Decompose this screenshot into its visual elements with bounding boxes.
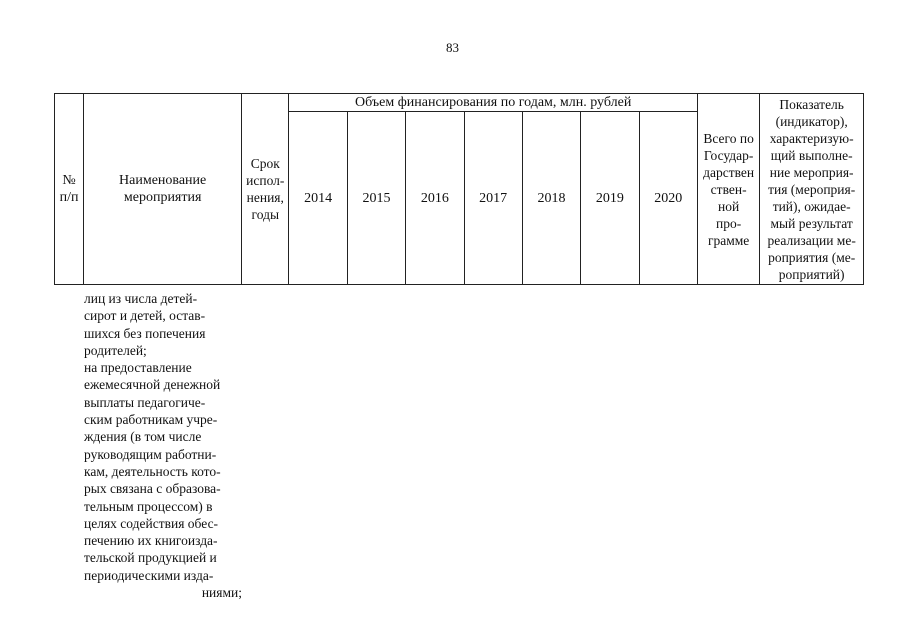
- text-line: кам, деятельность кото-: [84, 463, 221, 479]
- header-year: 2018: [522, 112, 580, 285]
- page-number: 83: [446, 40, 459, 55]
- text-line: тельской продукцией и: [84, 550, 217, 566]
- text-line: ждения (в том числе: [84, 429, 202, 445]
- header-execution-term: Срок испол- нения, годы: [242, 94, 289, 285]
- text-line: ским работникам учре-: [84, 412, 218, 428]
- header-financing-by-years: Объем финансирования по годам, млн. рублей: [289, 94, 698, 112]
- header-activity-name: Наименование мероприятия: [84, 94, 242, 285]
- text-line: периодическими изда-: [84, 567, 214, 583]
- text-line: тельным процессом) в: [84, 498, 213, 514]
- text-line: рых связана с образова-: [84, 481, 221, 497]
- header-year: 2020: [639, 112, 697, 285]
- text-line: сирот и детей, остав-: [84, 308, 206, 324]
- text-line: шихся без попечения: [84, 325, 206, 341]
- text-line: ежемесячной денежной: [84, 377, 221, 393]
- text-line: руководящим работни-: [84, 446, 217, 462]
- text-line: выплаты педагогиче-: [84, 394, 206, 410]
- header-program-total: Всего по Государ- дарствен ствен- ной про- грамме: [697, 94, 759, 285]
- header-year: 2019: [581, 112, 639, 285]
- text-line: на предоставление: [84, 360, 192, 376]
- header-year: 2017: [464, 112, 522, 285]
- header-year: 2015: [347, 112, 405, 285]
- program-activities-table-header: [54, 93, 864, 285]
- text-line: ниями;: [201, 585, 242, 601]
- activity-description-text: [84, 290, 242, 601]
- header-year: 2016: [406, 112, 464, 285]
- header-indicator: Показатель (индикатор), характеризую- щий выполне- ние мероприя- тия (мероприя- тий), ожидае- мый результат реализации ме- роприятия (ме- роприятий): [760, 94, 864, 285]
- text-line: родителей;: [84, 342, 147, 358]
- text-line: лиц из числа детей-: [84, 291, 198, 306]
- header-number: № п/п: [55, 94, 84, 285]
- text-line: печению их книгоизда-: [84, 533, 218, 549]
- header-year: 2014: [289, 112, 347, 285]
- text-line: целях содействия обес-: [84, 515, 219, 531]
